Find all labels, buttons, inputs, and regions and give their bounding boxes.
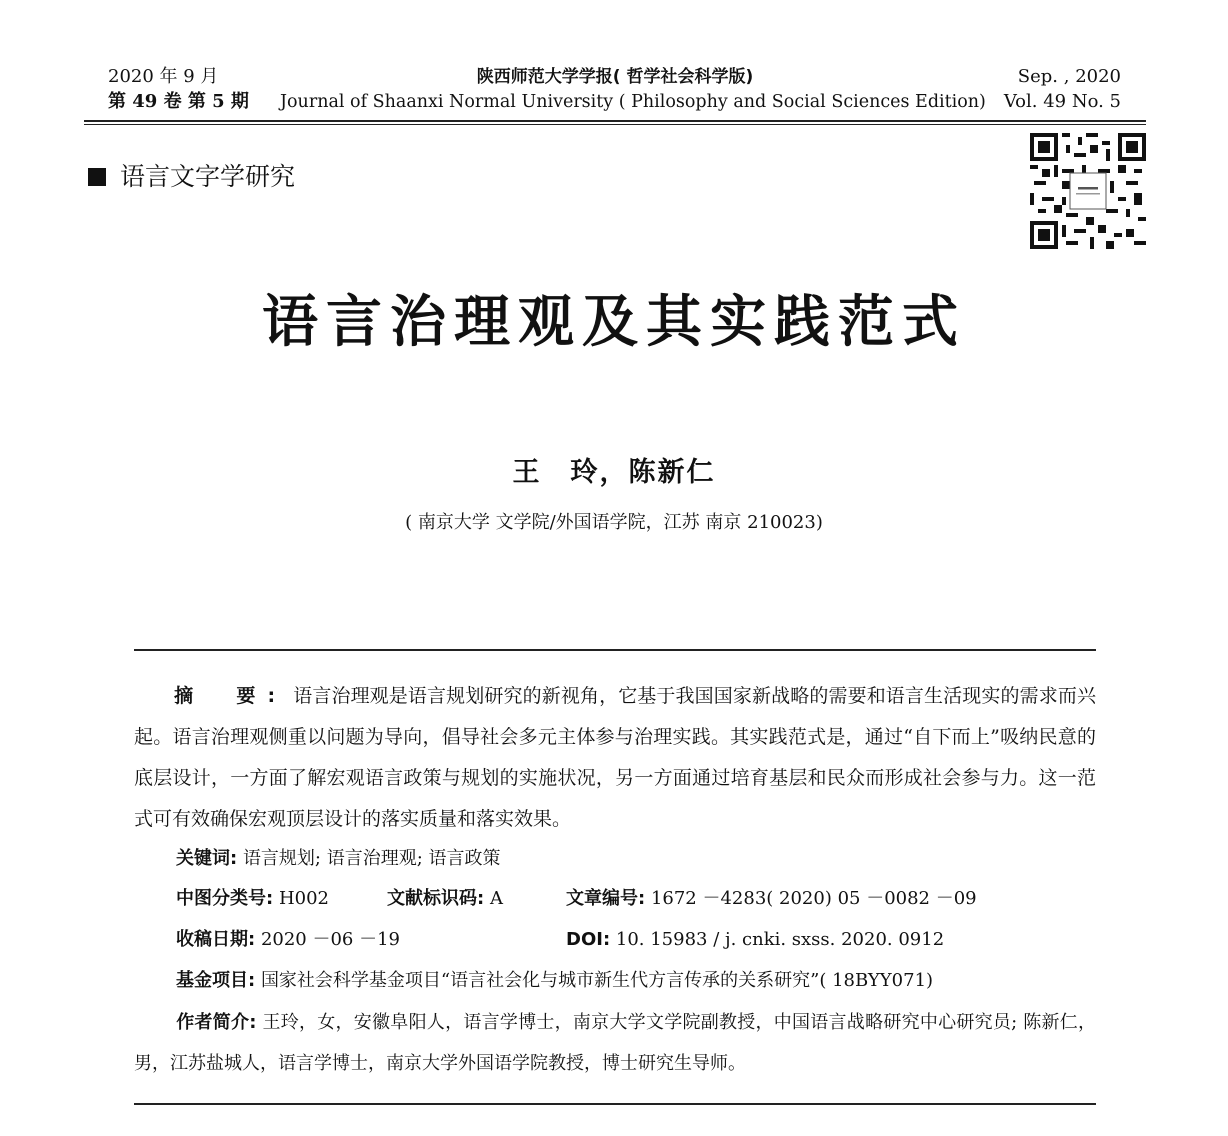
paper-title: 语言治理观及其实践范式 [262,290,966,355]
abstract-rule-top [134,649,1096,651]
section-heading [88,162,295,192]
received-value: 2020 －06 －19 [260,929,400,950]
header-rule-bottom [84,124,1146,125]
journal-title-cn: 陕西师范大学学报( 哲学社会科学版) [476,67,754,87]
fund-label: 基金项目: [176,970,256,991]
section-label: 语言文字学研究 [120,162,296,191]
doi-value: 10. 15983 / j. cnki. sxss. 2020. 0912 [615,929,945,950]
abstract [134,676,1096,840]
abstract-label: 摘 要: [174,685,288,707]
issue-volume-en: Vol. 49 No. 5 [1003,91,1121,112]
received-date [176,929,400,951]
issue-volume [108,91,249,113]
author-bio-value: 王玲，女，安徽阜阳人，语言学博士，南京大学文学院副教授，中国语言战略研究中心研究员; 陈新仁，男，江苏盐城人，语言学博士，南京大学外国语学院教授，博士研究生导师。 [134,1012,1096,1074]
author-bio-label: 作者简介: [176,1012,257,1033]
article-number [566,888,977,910]
issue-date-en: Sep. , 2020 [1017,66,1121,87]
section-square-icon [88,168,106,186]
doi [566,929,944,951]
clc-value: H002 [278,888,329,909]
fund [176,970,933,992]
issue-volume-text: 第 49 卷 第 5 期 [108,91,249,112]
header-rule-top [84,120,1146,122]
issue-date: 2020 年 9 月 [108,66,219,87]
qr-code-icon [1030,133,1146,249]
abstract-rule-bottom [134,1103,1096,1105]
abstract-text: 语言治理观是语言规划研究的新视角，它基于我国国家新战略的需要和语言生活现实的需求而兴起。语言治理观侧重以问题为导向，倡导社会多元主体参与治理实践。其实践范式是，通过“自下而上”吸纳民意的底层设计，一方面了解宏观语言政策与规划的实施状况，另一方面通过培育基层和民众而形成社会参与力。这一范式可有效确保宏观顶层设计的落实质量和落实效果。 [134,685,1096,830]
author-bio [134,1002,1096,1084]
received-label: 收稿日期: [176,929,256,950]
keywords [176,848,501,870]
article-number-value: 1672 －4283( 2020) 05 －0082 －09 [650,888,977,909]
paper-authors: 王 玲，陈新仁 [512,457,716,488]
keywords-value: 语言规划; 语言治理观; 语言政策 [242,848,501,869]
paper-affiliation: ( 南京大学 文学院/外国语学院，江苏 南京 210023) [405,512,823,533]
clc-code [176,888,329,910]
document-code-value: A [489,888,503,909]
article-number-label: 文章编号: [566,888,646,909]
clc-label: 中图分类号: [176,888,274,909]
fund-value: 国家社会科学基金项目“语言社会化与城市新生代方言传承的关系研究”( 18BYY071) [260,970,934,991]
document-code-label: 文献标识码: [387,888,485,909]
document-code [387,888,503,910]
journal-title-en: Journal of Shaanxi Normal University ( Philosophy and Social Sciences Edition) [280,92,986,112]
keywords-label: 关键词: [176,848,238,869]
doi-label: DOI: [566,929,611,950]
